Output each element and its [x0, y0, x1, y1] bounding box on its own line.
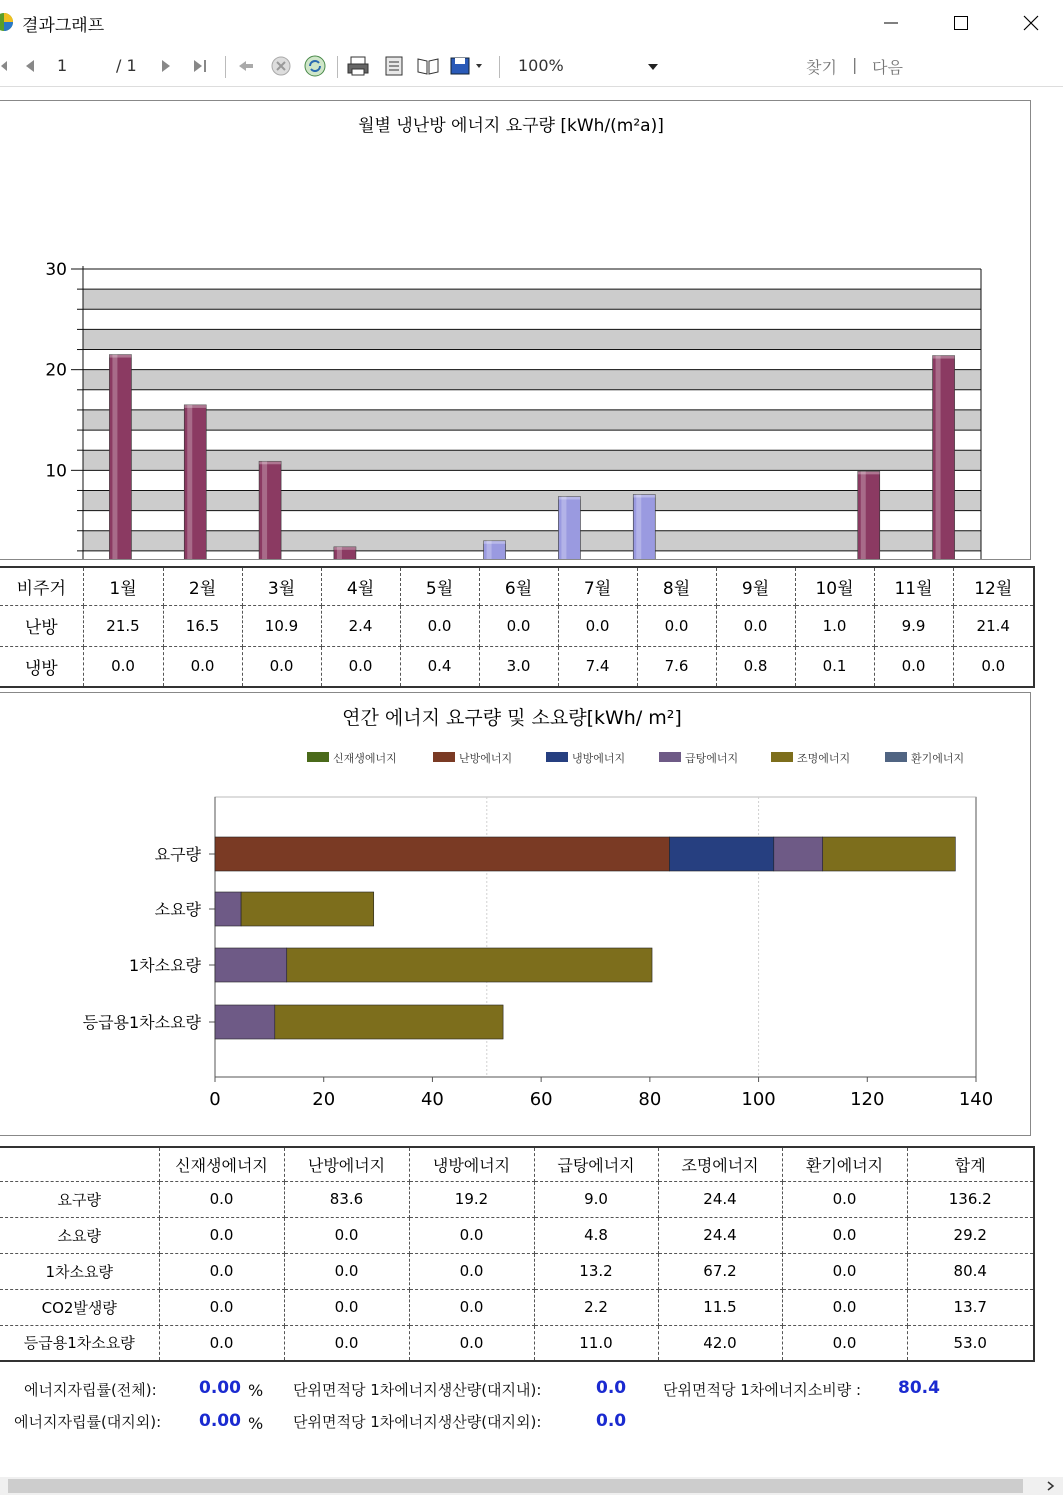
y-tick-label: 20 [45, 360, 67, 381]
grid-band [83, 390, 981, 410]
bar-segment [823, 837, 956, 871]
last-page-icon [191, 58, 209, 74]
y-tick-label: 등급용1차소요량 [82, 1013, 201, 1032]
production-offsite-label: 단위면적당 1차에너지생산량(대지외): [293, 1413, 542, 1431]
row-header-cell: 냉방 [0, 646, 83, 687]
table-cell: 0.0 [782, 1253, 907, 1289]
table-cell: 7.4 [558, 646, 637, 687]
table-cell: 67.2 [658, 1253, 782, 1289]
table-cell: 53.0 [907, 1325, 1034, 1361]
table-cell: 9.9 [874, 605, 953, 646]
x-tick-label: 80 [638, 1089, 662, 1110]
table-cell: 29.2 [907, 1217, 1034, 1253]
y-tick-label: 1차소요량 [128, 956, 201, 975]
bar-segment [669, 837, 773, 871]
x-tick-label: 60 [529, 1089, 553, 1110]
table-cell: 0.0 [409, 1217, 534, 1253]
legend-label: 급탕에너지 [685, 752, 739, 765]
page-setup-button[interactable] [414, 54, 442, 78]
grid-band [83, 551, 981, 559]
table-row [0, 1253, 1034, 1289]
table-cell: 0.4 [400, 646, 479, 687]
find-input[interactable] [679, 54, 789, 80]
table-cell: 0.0 [479, 605, 558, 646]
table-row [0, 1181, 1034, 1217]
app-icon [0, 12, 14, 32]
table-cell: 0.0 [716, 605, 795, 646]
close-button[interactable] [1008, 0, 1054, 46]
percent-unit: % [248, 1381, 264, 1400]
bar-segment [215, 1005, 275, 1039]
table-header-cell: 난방에너지 [284, 1147, 409, 1181]
monthly-plot-area [45, 260, 981, 559]
next-page-icon [159, 58, 173, 74]
consumption-value: 80.4 [898, 1378, 940, 1398]
legend-label: 조명에너지 [797, 752, 851, 765]
table-cell: 0.0 [284, 1253, 409, 1289]
first-page-button[interactable] [0, 54, 12, 78]
production-onsite-label: 단위면적당 1차에너지생산량(대지내): [293, 1381, 542, 1399]
table-cell: 0.0 [637, 605, 716, 646]
bar [933, 356, 955, 559]
table-cell: 0.0 [242, 646, 321, 687]
grid-band [83, 350, 981, 370]
table-cell: 2.2 [534, 1289, 658, 1325]
table-cell: 4.8 [534, 1217, 658, 1253]
window-title: 결과그래프 [22, 16, 105, 36]
chevron-right-icon[interactable] [1046, 1481, 1056, 1491]
table-cell: 24.4 [658, 1181, 782, 1217]
table-cell: 9.0 [534, 1181, 658, 1217]
legend-label: 신재생에너지 [333, 752, 397, 765]
document-icon [383, 55, 405, 77]
chevron-down-icon [648, 63, 658, 71]
table-header-cell: 4월 [321, 567, 400, 605]
table-cell: 0.0 [83, 646, 163, 687]
first-page-icon [1, 58, 11, 74]
table-row [0, 605, 1034, 646]
table-cell: 21.5 [83, 605, 163, 646]
table-cell: 0.0 [284, 1325, 409, 1361]
bar [184, 405, 206, 559]
table-row [0, 1217, 1034, 1253]
report-toolbar [0, 46, 1063, 87]
bar [334, 547, 356, 559]
bar-segment [241, 892, 374, 926]
legend-label: 환기에너지 [911, 752, 965, 765]
zoom-select[interactable] [508, 54, 666, 80]
production-onsite-value: 0.0 [596, 1378, 627, 1398]
monthly-chart-title: 월별 냉난방 에너지 요구량 [kWh/(m²a)] [358, 116, 664, 136]
table-header-cell: 조명에너지 [658, 1147, 782, 1181]
table-cell: 19.2 [409, 1181, 534, 1217]
table-header-cell: 8월 [637, 567, 716, 605]
save-dropdown-icon [449, 55, 487, 77]
toolbar-separator [225, 56, 226, 78]
monthly-chart [0, 101, 1030, 559]
table-cell: 0.0 [953, 646, 1034, 687]
toolbar-separator [499, 56, 500, 78]
table-cell: 0.0 [409, 1325, 534, 1361]
table-header-cell: 비주거 [0, 567, 83, 605]
table-cell: 0.0 [163, 646, 242, 687]
horizontal-scrollbar[interactable] [0, 1477, 1063, 1495]
previous-page-button[interactable] [20, 54, 40, 78]
self-sufficiency-total-value: 0.00 [199, 1378, 241, 1398]
refresh-button[interactable] [302, 54, 328, 78]
table-cell: 13.2 [534, 1253, 658, 1289]
book-icon [416, 55, 440, 77]
table-cell: 10.9 [242, 605, 321, 646]
table-cell: 3.0 [479, 646, 558, 687]
table-row [0, 1289, 1034, 1325]
table-cell: 0.1 [795, 646, 874, 687]
table-cell: 13.7 [907, 1289, 1034, 1325]
table-cell: 0.8 [716, 646, 795, 687]
last-page-button[interactable] [188, 54, 212, 78]
table-cell: 11.0 [534, 1325, 658, 1361]
bar-segment [215, 948, 287, 982]
bar [109, 355, 131, 559]
annual-legend [307, 751, 964, 765]
table-cell: 24.4 [658, 1217, 782, 1253]
table-cell: 0.0 [159, 1289, 284, 1325]
table-cell: 0.0 [321, 646, 400, 687]
legend-swatch [885, 752, 907, 762]
table-header-cell: 6월 [479, 567, 558, 605]
annual-table [0, 1146, 1035, 1362]
percent-unit: % [248, 1414, 264, 1433]
monthly-table [0, 566, 1035, 688]
self-sufficiency-offsite-value: 0.00 [199, 1411, 241, 1431]
bar-segment [275, 1005, 503, 1039]
legend-label: 냉방에너지 [572, 752, 626, 765]
annual-chart-panel [0, 692, 1031, 1136]
x-tick-label: 120 [850, 1089, 885, 1110]
find-separator: | [852, 55, 858, 74]
next-page-button[interactable] [156, 54, 176, 78]
grid-band [83, 289, 981, 309]
row-header-cell: CO2발생량 [0, 1289, 159, 1325]
bar [633, 494, 655, 559]
table-header-cell: 냉방에너지 [409, 1147, 534, 1181]
table-cell: 0.0 [284, 1217, 409, 1253]
legend-swatch [433, 752, 455, 762]
table-cell: 0.0 [782, 1181, 907, 1217]
table-header-cell: 합계 [907, 1147, 1034, 1181]
maximize-icon [953, 15, 969, 31]
table-header-cell: 10월 [795, 567, 874, 605]
table-header-row [0, 567, 1034, 605]
table-header-cell: 5월 [400, 567, 479, 605]
printer-icon [346, 55, 370, 77]
grid-band [83, 450, 981, 470]
bar [858, 471, 880, 559]
self-sufficiency-total-label: 에너지자립률(전체): [24, 1381, 157, 1399]
table-cell: 83.6 [284, 1181, 409, 1217]
x-tick-label: 140 [958, 1089, 994, 1110]
grid-band [83, 470, 981, 490]
table-cell: 136.2 [907, 1181, 1034, 1217]
current-page-field[interactable]: 1 [57, 56, 68, 75]
page-layout-button[interactable] [380, 54, 408, 78]
refresh-icon [303, 54, 327, 78]
table-cell: 2.4 [321, 605, 400, 646]
table-cell: 0.0 [159, 1217, 284, 1253]
close-icon [1023, 15, 1039, 31]
table-header-cell [0, 1147, 159, 1181]
bar-segment [215, 837, 669, 871]
production-offsite-value: 0.0 [596, 1411, 627, 1431]
grid-band [83, 430, 981, 450]
table-cell: 0.0 [159, 1181, 284, 1217]
consumption-label: 단위면적당 1차에너지소비량 : [663, 1381, 862, 1399]
x-tick-label: 0 [209, 1089, 221, 1110]
table-cell: 0.0 [159, 1253, 284, 1289]
find-button[interactable]: 찾기 [806, 58, 837, 77]
zoom-value: 100% [518, 56, 564, 75]
table-cell: 0.0 [874, 646, 953, 687]
table-header-row [0, 1147, 1034, 1181]
row-header-cell: 1차소요량 [0, 1253, 159, 1289]
maximize-button[interactable] [938, 0, 984, 46]
minimize-button[interactable] [868, 0, 914, 46]
table-cell: 0.0 [782, 1289, 907, 1325]
print-button[interactable] [344, 54, 372, 78]
back-button[interactable] [234, 54, 258, 78]
annual-chart-title: 연간 에너지 요구량 및 소요량[kWh/ m²] [342, 707, 682, 729]
table-header-cell: 11월 [874, 567, 953, 605]
bar [259, 461, 281, 559]
y-tick-label: 요구량 [154, 845, 201, 864]
table-row [0, 1325, 1034, 1361]
self-sufficiency-offsite-label: 에너지자립률(대지외): [14, 1413, 162, 1431]
y-tick-label: 10 [45, 461, 67, 482]
table-header-cell: 신재생에너지 [159, 1147, 284, 1181]
row-header-cell: 요구량 [0, 1181, 159, 1217]
table-cell: 0.0 [782, 1217, 907, 1253]
table-cell: 0.0 [159, 1325, 284, 1361]
stop-button[interactable] [268, 54, 294, 78]
table-cell: 0.0 [782, 1325, 907, 1361]
grid-band [83, 511, 981, 531]
legend-swatch [546, 752, 568, 762]
legend-label: 난방에너지 [459, 752, 513, 765]
legend-swatch [771, 752, 793, 762]
table-cell: 0.0 [409, 1253, 534, 1289]
bar-segment [774, 837, 823, 871]
y-tick-label: 30 [45, 260, 67, 280]
scrollbar-thumb[interactable] [8, 1479, 1023, 1493]
table-cell: 16.5 [163, 605, 242, 646]
bar [484, 541, 506, 559]
annual-chart [0, 693, 1030, 1135]
x-tick-label: 100 [741, 1089, 776, 1110]
bar [558, 497, 580, 559]
row-header-cell: 소요량 [0, 1217, 159, 1253]
grid-band [83, 269, 981, 289]
legend-swatch [659, 752, 681, 762]
x-tick-label: 20 [312, 1089, 336, 1110]
x-tick-label: 40 [420, 1089, 444, 1110]
previous-page-icon [23, 58, 37, 74]
annual-plot-area [83, 797, 994, 1110]
monthly-chart-panel [0, 100, 1031, 560]
export-button[interactable] [448, 54, 488, 78]
table-header-cell: 1월 [83, 567, 163, 605]
grid-band [83, 370, 981, 390]
table-cell: 42.0 [658, 1325, 782, 1361]
table-cell: 1.0 [795, 605, 874, 646]
table-cell: 80.4 [907, 1253, 1034, 1289]
find-next-button[interactable]: 다음 [872, 58, 903, 77]
y-tick-label: 소요량 [154, 900, 201, 919]
legend-swatch [307, 752, 329, 762]
table-cell: 0.0 [558, 605, 637, 646]
grid-band [83, 309, 981, 329]
grid-band [83, 490, 981, 510]
table-header-cell: 3월 [242, 567, 321, 605]
table-cell: 11.5 [658, 1289, 782, 1325]
table-header-cell: 환기에너지 [782, 1147, 907, 1181]
table-header-cell: 7월 [558, 567, 637, 605]
bar-segment [215, 892, 241, 926]
table-header-cell: 12월 [953, 567, 1034, 605]
table-cell: 0.0 [400, 605, 479, 646]
table-header-cell: 급탕에너지 [534, 1147, 658, 1181]
page-total: / 1 [116, 56, 137, 75]
title-bar [0, 0, 1063, 46]
table-cell: 21.4 [953, 605, 1034, 646]
grid-band [83, 329, 981, 349]
table-row [0, 646, 1034, 687]
toolbar-separator [337, 56, 338, 78]
grid-band [83, 410, 981, 430]
table-cell: 7.6 [637, 646, 716, 687]
row-header-cell: 등급용1차소요량 [0, 1325, 159, 1361]
grid-band [83, 531, 981, 551]
table-header-cell: 2월 [163, 567, 242, 605]
row-header-cell: 난방 [0, 605, 83, 646]
stop-icon [270, 55, 292, 77]
back-arrow-icon [237, 58, 255, 74]
table-cell: 0.0 [284, 1289, 409, 1325]
table-cell: 0.0 [409, 1289, 534, 1325]
minimize-icon [883, 15, 899, 31]
bar-segment [287, 948, 652, 982]
table-header-cell: 9월 [716, 567, 795, 605]
